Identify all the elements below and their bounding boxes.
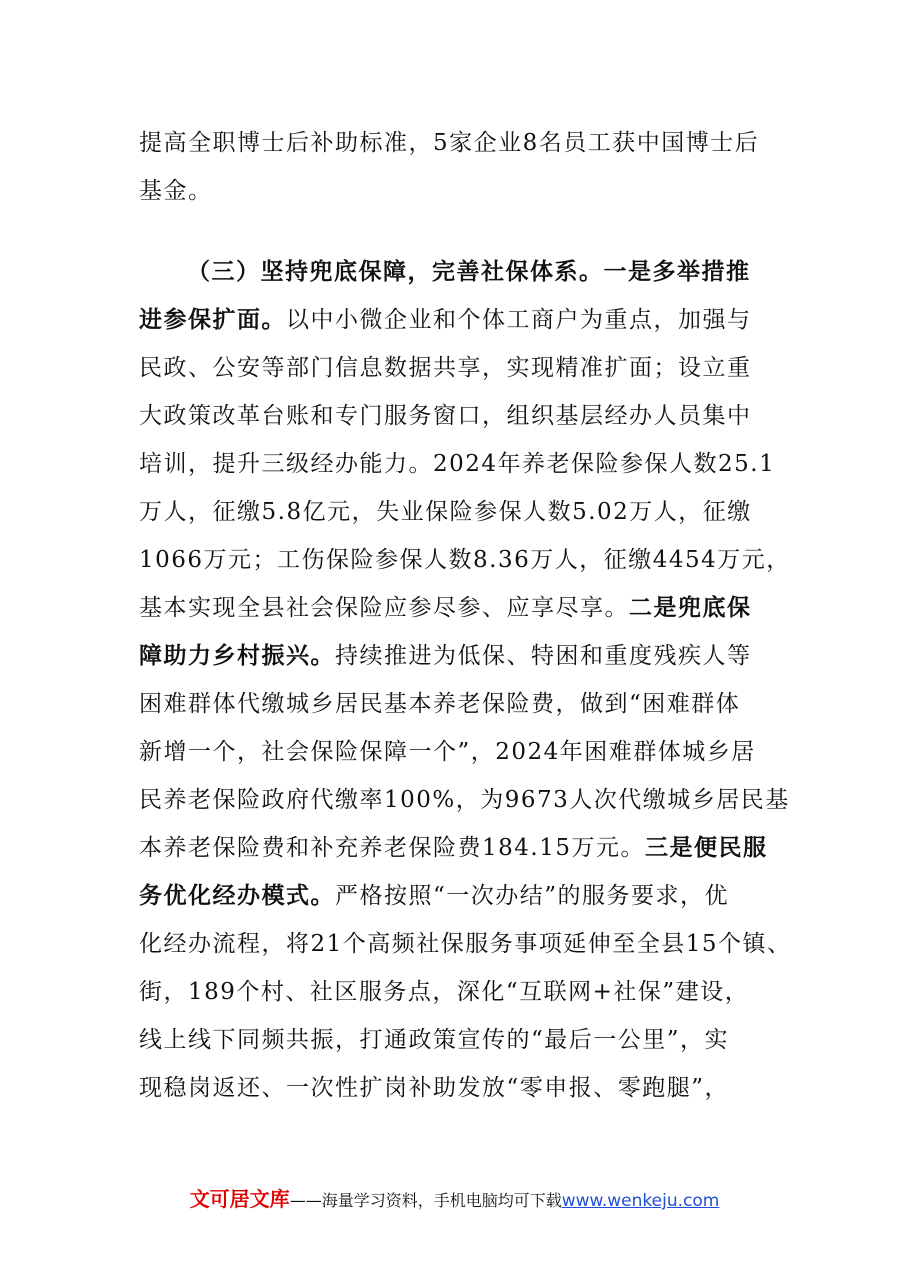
- text-line: [139, 930, 792, 958]
- body-text: 以中小微企业和个体工商户为重点，加强与: [286, 307, 752, 333]
- bold-heading-text: 进参保扩面。: [139, 306, 286, 333]
- footer: [0, 1183, 909, 1212]
- text-line: [139, 1026, 729, 1054]
- body-text: 严格按照“一次办结”的服务要求，优: [335, 883, 730, 909]
- body-text: 新增一个，社会保险保障一个”，2024年困难群体城乡居: [139, 739, 756, 765]
- body-text: 基金。: [139, 178, 213, 204]
- footer-link[interactable]: www.wenkeju.com: [561, 1191, 720, 1211]
- body-text: 本养老保险费和补充养老保险费184.15万元。: [139, 835, 645, 861]
- text-line: [139, 354, 752, 382]
- text-line: [139, 738, 756, 766]
- text-line: [139, 786, 790, 814]
- body-text: 化经办流程，将21个高频社保服务事项延伸至全县15个镇、: [139, 931, 792, 957]
- text-line: [139, 450, 775, 478]
- body-text: 街，189个村、社区服务点，深化“互联网+社保”建设，: [139, 979, 750, 1005]
- body-text: 基本实现全县社会保险应参尽参、应享尽享。: [139, 595, 629, 621]
- bold-heading-text: 三是便民服: [644, 834, 768, 861]
- bold-heading-text: （三）坚持兜底保障，完善社保体系。一是多举措推: [187, 258, 751, 285]
- body-text: 提高全职博士后补助标准，5家企业8名员工获中国博士后: [139, 130, 760, 156]
- text-line: [139, 642, 752, 670]
- body-text: 培训，提升三级经办能力。2024年养老保险参保人数25.1: [139, 451, 776, 477]
- text-line: [139, 498, 752, 526]
- body-text: 困难群体代缴城乡居民基本养老保险费，做到“困难群体: [139, 691, 741, 717]
- bold-heading-text: 务优化经办模式。: [139, 882, 335, 909]
- body-text: 民政、公安等部门信息数据共享，实现精准扩面；设立重: [139, 355, 752, 381]
- body-text: 持续推进为低保、特困和重度残疾人等: [335, 643, 752, 669]
- footer-tagline: ——海量学习资料，手机电脑均可下载: [289, 1191, 562, 1210]
- body-text: 大政策改革台账和专门服务窗口，组织基层经办人员集中: [139, 403, 752, 429]
- text-line: [139, 978, 749, 1006]
- text-line: [139, 177, 213, 205]
- footer-brand: 文可居文库: [189, 1187, 290, 1211]
- text-line: [139, 402, 752, 430]
- bold-heading-text: 二是兜底保: [629, 594, 752, 621]
- body-text: 万人，征缴5.8亿元，失业保险参保人数5.02万人，征缴: [139, 499, 752, 525]
- text-line: [139, 882, 729, 910]
- text-line: [139, 594, 752, 622]
- text-line: [187, 258, 751, 286]
- body-text: 1066万元；工伤保险参保人数8.36万人，征缴4454万元，: [139, 547, 791, 573]
- body-text: 民养老保险政府代缴率100%，为9673人次代缴城乡居民基: [139, 787, 790, 813]
- bold-heading-text: 障助力乡村振兴。: [139, 642, 335, 669]
- text-line: [139, 129, 759, 157]
- text-line: [139, 834, 767, 862]
- body-text: 现稳岗返还、一次性扩岗补助发放“零申报、零跑腿”，: [139, 1075, 730, 1101]
- text-line: [139, 1074, 729, 1102]
- text-line: [139, 546, 791, 574]
- body-text: 线上线下同频共振，打通政策宣传的“最后一公里”，实: [139, 1027, 730, 1053]
- text-line: [139, 690, 740, 718]
- text-line: [139, 306, 752, 334]
